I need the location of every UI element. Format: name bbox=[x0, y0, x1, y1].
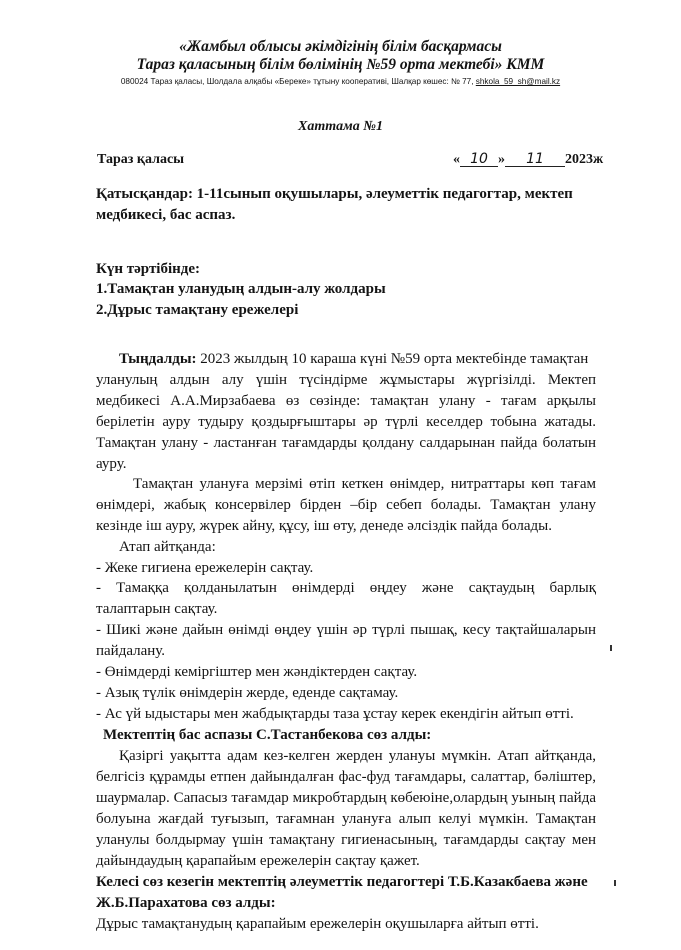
date-day: 10 bbox=[460, 152, 498, 167]
address-text: 080024 Тараз қаласы, Шолдала алқабы «Береке» тұтыну кооперативі, Шалқар көшес: № 77, bbox=[120, 77, 474, 86]
listened-line-1: уланулың алдын алу үшін түсіндірме жұмыстары жүргізілді. Мектеп bbox=[96, 372, 596, 388]
bullet-3: - Шикі және дайын өнімді өңдеу үшін әр түрлі пышақ, кесу тақтайшаларын bbox=[96, 622, 596, 638]
document-date bbox=[453, 152, 603, 168]
chef-line-4: уланулы болдырмау үшін тамақтану гигиенасының, тағамдарды сақтау мен bbox=[96, 832, 596, 848]
org-address bbox=[0, 77, 681, 86]
listened-line-2: медбикесі А.А.Мирзабаева өз сөзінде: тамақтан улану - тағам арқылы bbox=[96, 393, 596, 409]
chef-line-1: белгісіз құрамды етпен дайындалған фас-фуд тағамдары, салаттар, бәліштер, bbox=[96, 769, 596, 785]
listened-label: Тыңдалды: bbox=[119, 351, 197, 367]
listened-line-0 bbox=[119, 351, 596, 368]
agenda-item-1: 1.Тамақтан уланудың алдын-алу жолдары bbox=[96, 281, 386, 297]
date-month: 11 bbox=[505, 152, 565, 167]
date-year: 2023ж bbox=[565, 152, 604, 167]
email-link[interactable]: shkola_59_sh@mail.kz bbox=[475, 77, 561, 86]
date-open-quote: « bbox=[453, 152, 460, 167]
agenda-item-2: 2.Дұрыс тамақтану ережелері bbox=[96, 302, 299, 318]
bullet-3-cont: пайдалану. bbox=[96, 643, 166, 659]
bullet-5: - Азық түлік өнімдерін жерде, еденде сақтамау. bbox=[96, 685, 399, 701]
agenda-heading: Күн тәртібінде: bbox=[96, 261, 201, 277]
chef-line-2: шаурмалар. Сапасыз тағамдар микробтардың көбеюіне,олардың уының пайда bbox=[96, 790, 596, 806]
listened-p2-line-0: Тамақтан улануға мерзімі өтіп кеткен өнімдер, нитраттары көп тағам bbox=[133, 476, 596, 492]
org-header-line1: «Жамбыл облысы әкімдігінің білім басқармасы bbox=[179, 38, 502, 55]
scan-speck-1 bbox=[610, 645, 612, 651]
listened-p2-line-2: кезінде іш ауру, жүрек айну, құсу, іш өту, денеде әлсіздік пайда болады. bbox=[96, 518, 552, 534]
pedagogues-heading-line2: Ж.Б.Парахатова сөз алды: bbox=[96, 895, 276, 911]
bullet-6: - Ас үй ыдыстары мен жабдықтарды таза ұстау керек екендігін айтып өтті. bbox=[96, 706, 574, 722]
org-header-line2: Тараз қаласының білім бөлімінің №59 орта мектебі» КММ bbox=[136, 56, 545, 73]
participants-line1: Қатысқандар: 1-11сынып оқушылары, әлеуметтік педагогтар, мектеп bbox=[96, 186, 573, 202]
chef-line-0: Қазіргі уақытта адам кез-келген жерден улануы мүмкін. Атап айтқанда, bbox=[119, 748, 596, 764]
specifically-label: Атап айтқанда: bbox=[119, 539, 216, 555]
listened-line-3: берілетін ауру тудыру қоздырғыштары әр түрлі кеселдер тобына жатады. bbox=[96, 414, 596, 430]
date-close-quote: » bbox=[498, 152, 505, 167]
listened-text-0: 2023 жылдың 10 караша күні №59 орта мектебінде тамақтан bbox=[196, 351, 589, 367]
document-title: Хаттама №1 bbox=[297, 119, 384, 134]
participants-line2: медбикесі, бас аспаз. bbox=[96, 207, 236, 223]
chef-line-3: болуына жағдай туғызып, тағамнан улануға алып келуі мүмкін. Тамақтан bbox=[96, 811, 596, 827]
listened-line-5: ауру. bbox=[96, 456, 127, 472]
pedagogues-text: Дұрыс тамақтанудың қарапайым ережелерін оқушыларға айтып өтті. bbox=[96, 916, 539, 932]
bullet-2-cont: талаптарын сақтау. bbox=[96, 601, 218, 617]
chef-line-5: дайындаудың қарапайым ережелерін сақтау қажет. bbox=[96, 853, 420, 869]
bullet-2: - Тамаққа қолданылатын өнімдерді өңдеу және сақтаудың барлық bbox=[96, 580, 596, 596]
listened-p2-line-1: өнімдері, жабық консервілер бірден –бір себеп болады. Тамақтан улану bbox=[96, 497, 596, 513]
pedagogues-heading-line1: Келесі сөз кезегін мектептің әлеуметтік педагогтері Т.Б.Казакбаева және bbox=[96, 874, 588, 890]
city: Тараз қаласы bbox=[97, 152, 185, 167]
scan-speck-2 bbox=[614, 880, 616, 886]
chef-heading: Мектептің бас аспазы С.Тастанбекова сөз алды: bbox=[103, 727, 432, 743]
bullet-4: - Өнімдерді кеміргіштер мен жәндіктерден сақтау. bbox=[96, 664, 418, 680]
bullet-1: - Жеке гигиена ережелерін сақтау. bbox=[96, 560, 314, 576]
listened-line-4: Тамақтан улану - ластанған тағамдарды қолдану салдарынан пайда болатын bbox=[96, 435, 596, 451]
